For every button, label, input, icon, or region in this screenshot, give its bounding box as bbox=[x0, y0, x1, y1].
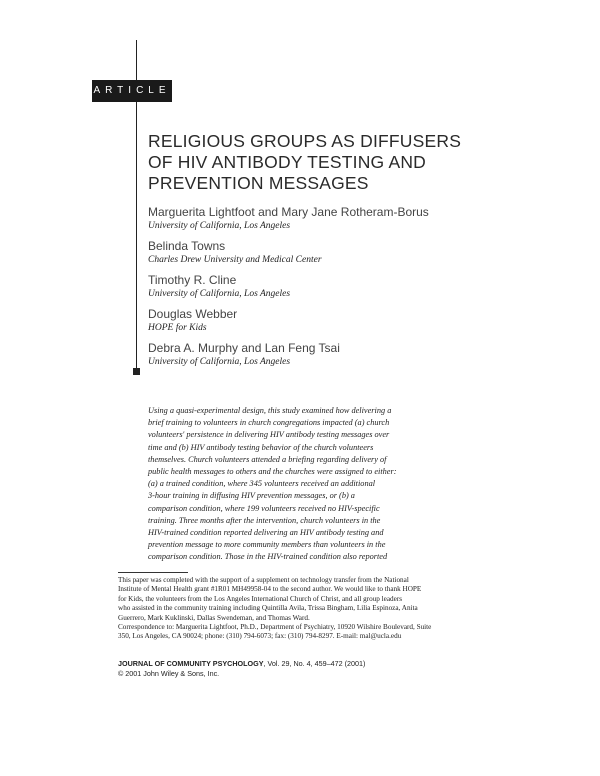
title-line: RELIGIOUS GROUPS AS DIFFUSERS bbox=[148, 131, 462, 151]
title-line: PREVENTION MESSAGES bbox=[148, 173, 369, 193]
author-list bbox=[148, 204, 568, 374]
author-name: Marguerita Lightfoot and Mary Jane Rotheram-Borus bbox=[148, 205, 429, 219]
abstract-line: 3-hour training in diffusing HIV prevention messages, or (b) a bbox=[148, 491, 355, 501]
footnote bbox=[118, 576, 490, 642]
author-name: Timothy R. Cline bbox=[148, 273, 237, 287]
abstract-line: comparison condition, where 199 volunteers received no HIV-specific bbox=[148, 503, 380, 513]
journal-citation bbox=[118, 659, 490, 679]
author-entry bbox=[148, 238, 568, 267]
footnote-line: Correspondence to: Marguerita Lightfoot, Ph.D., Department of Psychiatry, 10920 Wilshire Boulevard, Suite bbox=[118, 623, 432, 632]
abstract-line: volunteers' persistence in delivering HIV antibody testing messages over bbox=[148, 430, 390, 440]
abstract-line: (a) a trained condition, where 345 volunteers received an additional bbox=[148, 479, 376, 489]
author-entry bbox=[148, 306, 568, 335]
journal-name: JOURNAL OF COMMUNITY PSYCHOLOGY bbox=[118, 659, 264, 668]
journal-reference bbox=[118, 659, 490, 669]
author-affiliation: University of California, Los Angeles bbox=[148, 357, 291, 367]
abstract-line: HIV-trained condition reported delivering an HIV antibody testing and bbox=[148, 528, 384, 538]
title-line: OF HIV ANTIBODY TESTING AND bbox=[148, 152, 426, 172]
abstract-line: Using a quasi-experimental design, this study examined how delivering a bbox=[148, 406, 392, 415]
abstract-line: comparison condition. Those in the HIV-trained condition also reported bbox=[148, 552, 388, 562]
footnote-line: for Kids, the volunteers from the Los Angeles International Church of Christ, and all group leaders bbox=[118, 594, 403, 603]
author-name: Belinda Towns bbox=[148, 239, 226, 253]
abstract bbox=[148, 405, 448, 564]
abstract-line: prevention message to more community members than volunteers in the bbox=[148, 540, 386, 550]
abstract-line: themselves. Church volunteers attended a briefing regarding delivery of bbox=[148, 454, 387, 464]
journal-volume: , Vol. 29, No. 4, 459–472 (2001) bbox=[263, 659, 366, 668]
margin-rule-marker bbox=[133, 368, 140, 375]
footnote-line: Guerrero, Mark Kuklinski, Dallas Swendeman, and Thomas Ward. bbox=[118, 613, 310, 622]
article-title bbox=[148, 131, 568, 194]
footnote-line: who assisted in the community training including Quintilla Avila, Trissa Bingham, Lilia Espinoza, Anita bbox=[118, 604, 418, 613]
abstract-line: training. Three months after the intervention, church volunteers in the bbox=[148, 515, 381, 525]
section-label: ARTICLE bbox=[92, 80, 172, 102]
author-name: Debra A. Murphy and Lan Feng Tsai bbox=[148, 341, 340, 355]
author-affiliation: University of California, Los Angeles bbox=[148, 289, 291, 299]
author-entry bbox=[148, 272, 568, 301]
author-affiliation: Charles Drew University and Medical Center bbox=[148, 255, 322, 265]
footnote-line: Institute of Mental Health grant #1R01 MH49958-04 to the second author. We would like to thank HOPE bbox=[118, 585, 422, 594]
author-entry bbox=[148, 204, 568, 233]
abstract-line: brief training to volunteers in church congregations impacted (a) church bbox=[148, 418, 390, 428]
abstract-line: time and (b) HIV antibody testing behavior of the church volunteers bbox=[148, 442, 374, 452]
author-entry bbox=[148, 340, 568, 369]
footnote-line: 350, Los Angeles, CA 90024; phone: (310) 794-6073; fax: (310) 794-8297. E-mail: mal@ucla.edu bbox=[118, 632, 402, 641]
author-affiliation: University of California, Los Angeles bbox=[148, 221, 291, 231]
copyright-notice: © 2001 John Wiley & Sons, Inc. bbox=[118, 669, 220, 678]
footnote-rule bbox=[118, 572, 188, 573]
author-affiliation: HOPE for Kids bbox=[148, 323, 207, 333]
author-name: Douglas Webber bbox=[148, 307, 238, 321]
footnote-line: This paper was completed with the support of a supplement on technology transfer from the National bbox=[118, 576, 409, 584]
abstract-line: public health messages to others and the churches were assigned to either: bbox=[148, 467, 397, 477]
